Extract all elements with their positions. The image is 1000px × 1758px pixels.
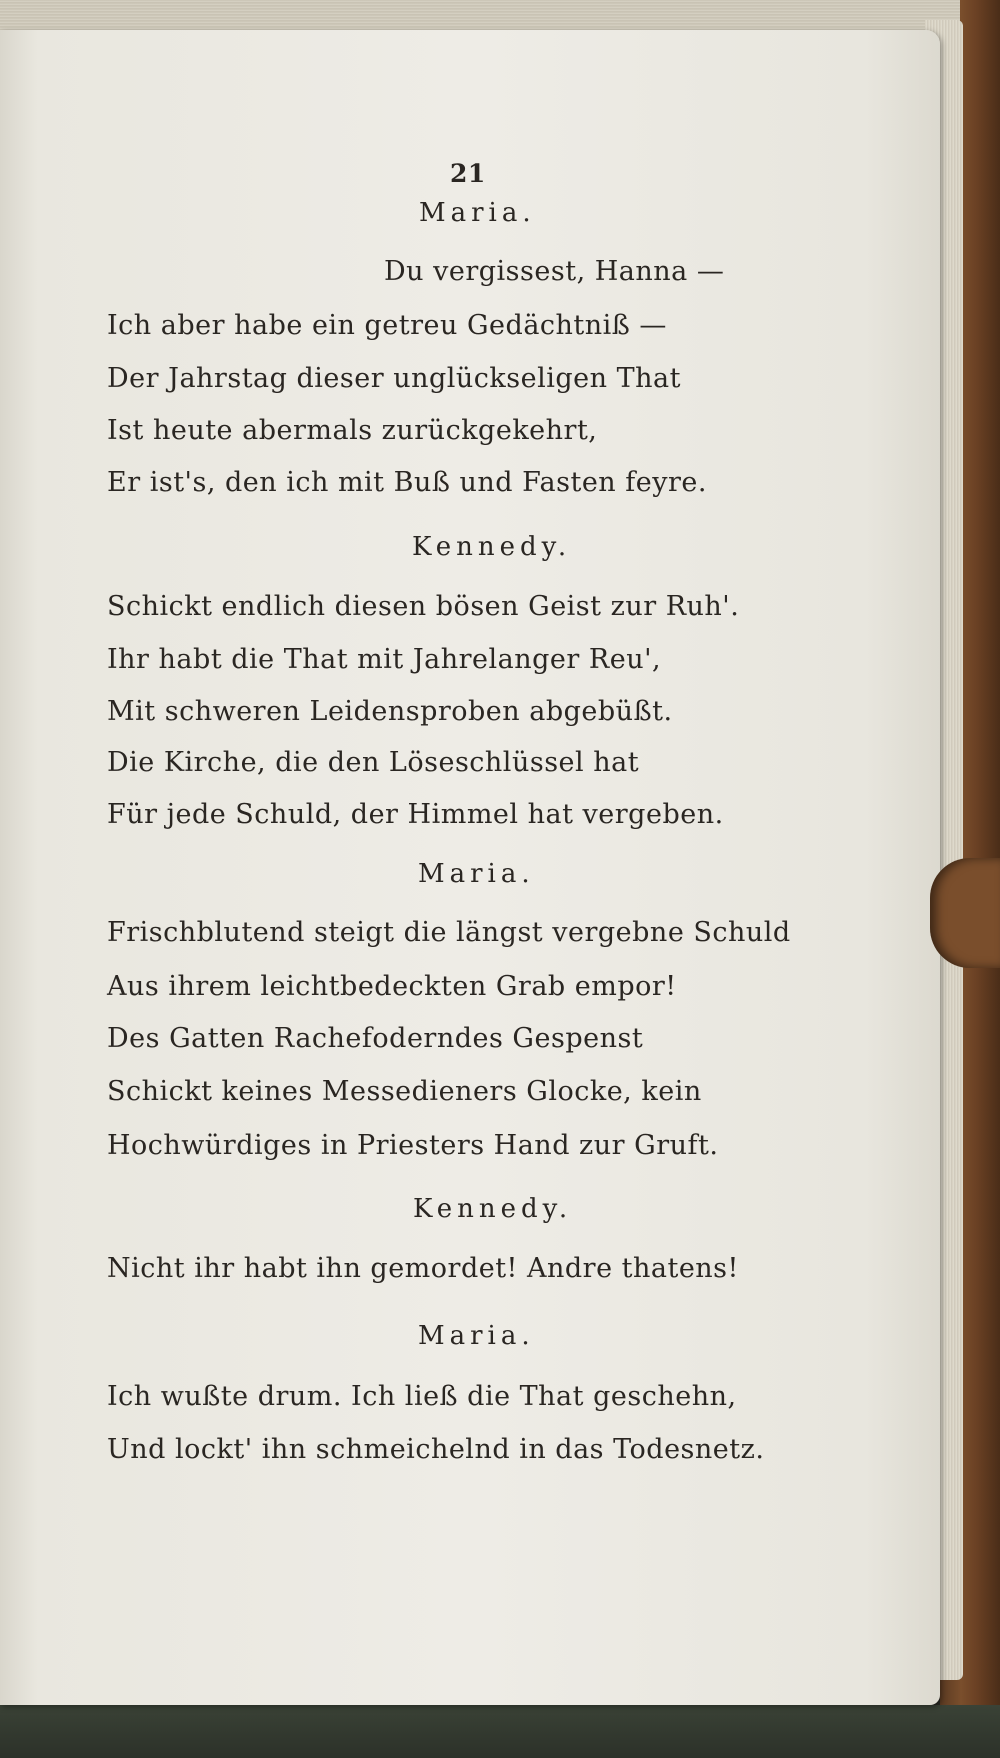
verse-line: Ich aber habe ein getreu Gedächtniß — [107, 310, 667, 341]
speaker-name: Kennedy. [412, 532, 572, 562]
verse-line: Du vergissest, Hanna — [384, 256, 725, 287]
verse-line: Hochwürdiges in Priesters Hand zur Gruft. [107, 1130, 719, 1161]
speaker-name: Maria. [419, 198, 536, 228]
verse-line: Schickt keines Messedieners Glocke, kein [107, 1076, 702, 1107]
verse-line: Nicht ihr habt ihn gemordet! Andre thatens! [107, 1253, 739, 1284]
verse-line: Aus ihrem leichtbedeckten Grab empor! [107, 971, 677, 1002]
verse-line: Er ist's, den ich mit Buß und Fasten feyre. [107, 467, 707, 498]
bookmark-tab [930, 858, 1000, 968]
speaker-name: Kennedy. [413, 1194, 573, 1224]
book-page [0, 30, 940, 1705]
verse-line: Des Gatten Rachefoderndes Gespenst [107, 1023, 644, 1054]
verse-line: Ich wußte drum. Ich ließ die That geschehn, [107, 1381, 737, 1412]
page-number: 21 [450, 159, 486, 188]
verse-line: Der Jahrstag dieser unglückseligen That [107, 363, 681, 394]
verse-line: Schickt endlich diesen bösen Geist zur Ruh'. [107, 591, 740, 622]
speaker-name: Maria. [418, 859, 535, 889]
verse-line: Frischblutend steigt die längst vergebne Schuld [107, 917, 791, 948]
verse-line: Für jede Schuld, der Himmel hat vergeben. [107, 799, 724, 830]
book-cover-bottom [0, 1705, 1000, 1758]
verse-line: Die Kirche, die den Löseschlüssel hat [107, 747, 640, 778]
verse-line: Ist heute abermals zurückgekehrt, [107, 415, 598, 446]
speaker-name: Maria. [418, 1321, 535, 1351]
verse-line: Und lockt' ihn schmeichelnd in das Todesnetz. [107, 1434, 765, 1465]
verse-line: Ihr habt die That mit Jahrelanger Reu', [107, 644, 662, 675]
verse-line: Mit schweren Leidensproben abgebüßt. [107, 696, 673, 727]
